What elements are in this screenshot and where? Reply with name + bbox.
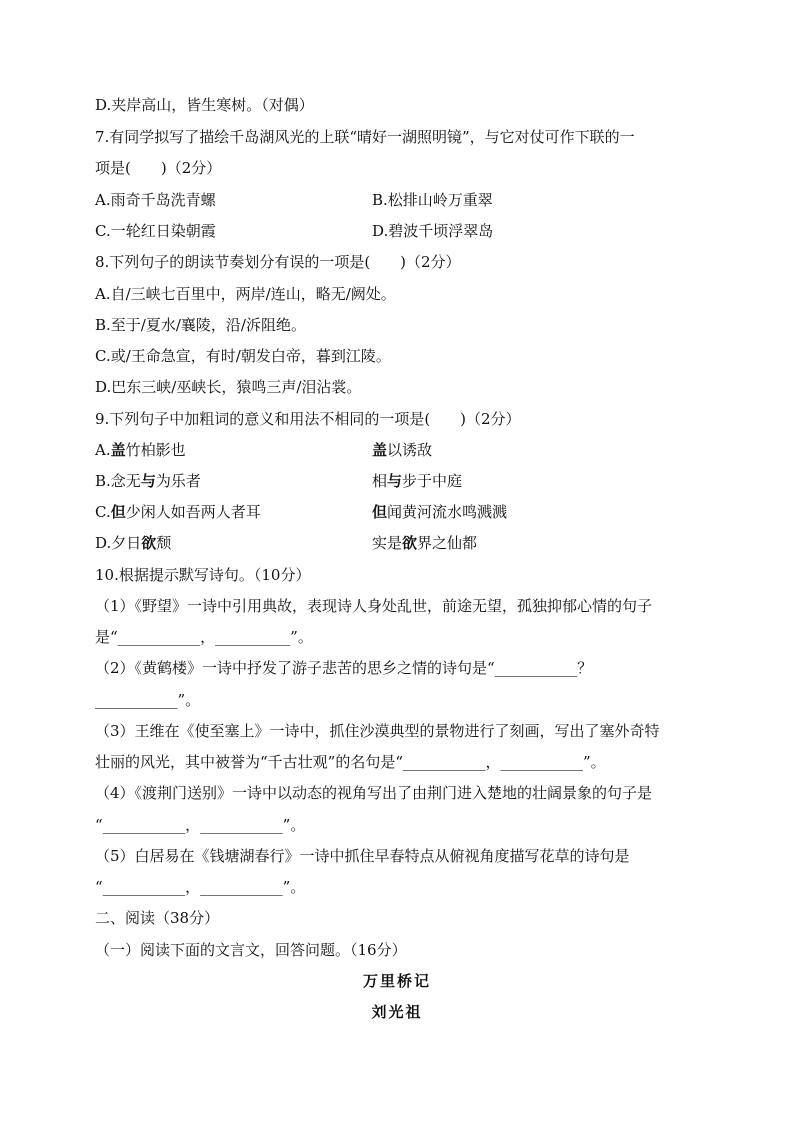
q9-row-b-left-rest: 为乐者: [155, 472, 201, 490]
q8-option-d: D.巴东三峡/巫峡长，猿鸣三声/泪沾裳。: [95, 378, 362, 396]
q9-row-c-right: [372, 502, 507, 522]
q10-stem: 10.根据提示默写诗句。（10分）: [95, 566, 311, 584]
q9-row-d-right-pre: 实是: [372, 534, 403, 552]
q10-5-line2: “___________，___________”。: [95, 878, 306, 896]
q9-row-b-left-bold: 与: [140, 472, 156, 490]
q9-row-b-prefix: B.: [95, 472, 111, 490]
article-title: 万里桥记: [362, 972, 431, 990]
q9-row-b-right-pre: 相: [372, 472, 388, 490]
q7-option-c: C.一轮红日染朝霞: [95, 222, 216, 240]
q9-row-d-left: [95, 533, 171, 553]
q9-row-d-prefix: D.: [95, 534, 112, 552]
q8-stem: 8.下列句子的朗读节奏划分有误的一项是( )（2分）: [95, 253, 461, 271]
q9-row-a-right: [372, 440, 432, 460]
q9-row-b-left: [95, 471, 201, 491]
section2-title: 二、阅读（38分）: [95, 909, 220, 927]
q10-3-line1: （3）王维在《使至塞上》一诗中，抓住沙漠典型的景物进行了刻画，写出了塞外奇特: [95, 722, 660, 740]
q10-4-line2: “___________，___________”。: [95, 816, 306, 834]
q9-row-a-left-bold: 盖: [110, 441, 126, 459]
q9-row-b-right: [372, 471, 462, 491]
q9-row-a-right-bold: 盖: [372, 441, 388, 459]
q9-row-a-prefix: A.: [95, 441, 111, 459]
q10-1-line2: 是“___________，__________”。: [95, 628, 313, 646]
section2-subtitle: （一）阅读下面的文言文，回答问题。（16分）: [95, 941, 407, 959]
q9-row-c-right-rest: 闻黄河流水鸣溅溅: [387, 503, 508, 521]
q9-row-d-right-bold: 欲: [402, 534, 418, 552]
q7-stem-line2: 项是( )（2分）: [95, 159, 222, 177]
q9-row-c-left: [95, 502, 261, 522]
q10-3-line2: 壮丽的风光，其中被誉为“千古壮观”的名句是“___________，___________”。: [95, 753, 606, 771]
q8-option-a: A.自/三峡七百里中，两岸/连山，略无/阙处。: [95, 285, 396, 303]
q10-1-line1: （1）《野望》一诗中引用典故，表现诗人身处乱世，前途无望，孤独抑郁心情的句子: [95, 597, 653, 615]
q10-2-line2: ___________”。: [95, 691, 201, 709]
q10-4-line1: （4）《渡荆门送别》一诗中以动态的视角写出了由荆门进入楚地的壮阔景象的句子是: [95, 784, 653, 802]
q6-option-d: D.夹岸高山，皆生寒树。（对偶）: [95, 96, 314, 114]
q9-row-b-left-pre: 念无: [110, 472, 141, 490]
q9-row-a-right-rest: 以诱敌: [387, 441, 433, 459]
q9-row-d-left-rest: 颓: [156, 534, 172, 552]
q9-stem: 9.下列句子中加粗词的意义和用法不相同的一项是( )（2分）: [95, 410, 521, 428]
q9-row-c-right-bold: 但: [372, 503, 388, 521]
q9-row-c-left-rest: 少闲人如吾两人者耳: [125, 503, 261, 521]
q7-option-d: D.碧波千顷浮翠岛: [372, 222, 494, 240]
q9-row-d-right-rest: 界之仙都: [417, 534, 478, 552]
q9-row-a-left: [95, 440, 186, 460]
q9-row-c-prefix: C.: [95, 503, 111, 521]
q7-option-a: A.雨奇千岛洗青螺: [95, 191, 216, 209]
q8-option-c: C.或/王命急宣，有时/朝发白帝，暮到江陵。: [95, 347, 391, 365]
q7-stem-line1: 7.有同学拟写了描绘千岛湖风光的上联“晴好一湖照明镜”，与它对仗可作下联的一: [95, 128, 635, 146]
article-author: 刘光祖: [371, 1003, 423, 1021]
q9-row-b-right-rest: 步于中庭: [402, 472, 463, 490]
q7-option-b: B.松排山岭万重翠: [372, 191, 493, 209]
q9-row-c-left-bold: 但: [110, 503, 126, 521]
q9-row-d-left-pre: 夕日: [111, 534, 142, 552]
q8-option-b: B.至于/夏水/襄陵，沿/泝阻绝。: [95, 316, 306, 334]
q9-row-d-right: [372, 533, 477, 553]
q9-row-b-right-bold: 与: [387, 472, 403, 490]
q9-row-d-left-bold: 欲: [141, 534, 157, 552]
q9-row-a-left-rest: 竹柏影也: [125, 441, 186, 459]
q10-2-line1: （2）《黄鹤楼》一诗中抒发了游子悲苦的思乡之情的诗句是“___________？: [95, 659, 593, 677]
q10-5-line1: （5）白居易在《钱塘湖春行》一诗中抓住早春特点从俯视角度描写花草的诗句是: [95, 847, 630, 865]
